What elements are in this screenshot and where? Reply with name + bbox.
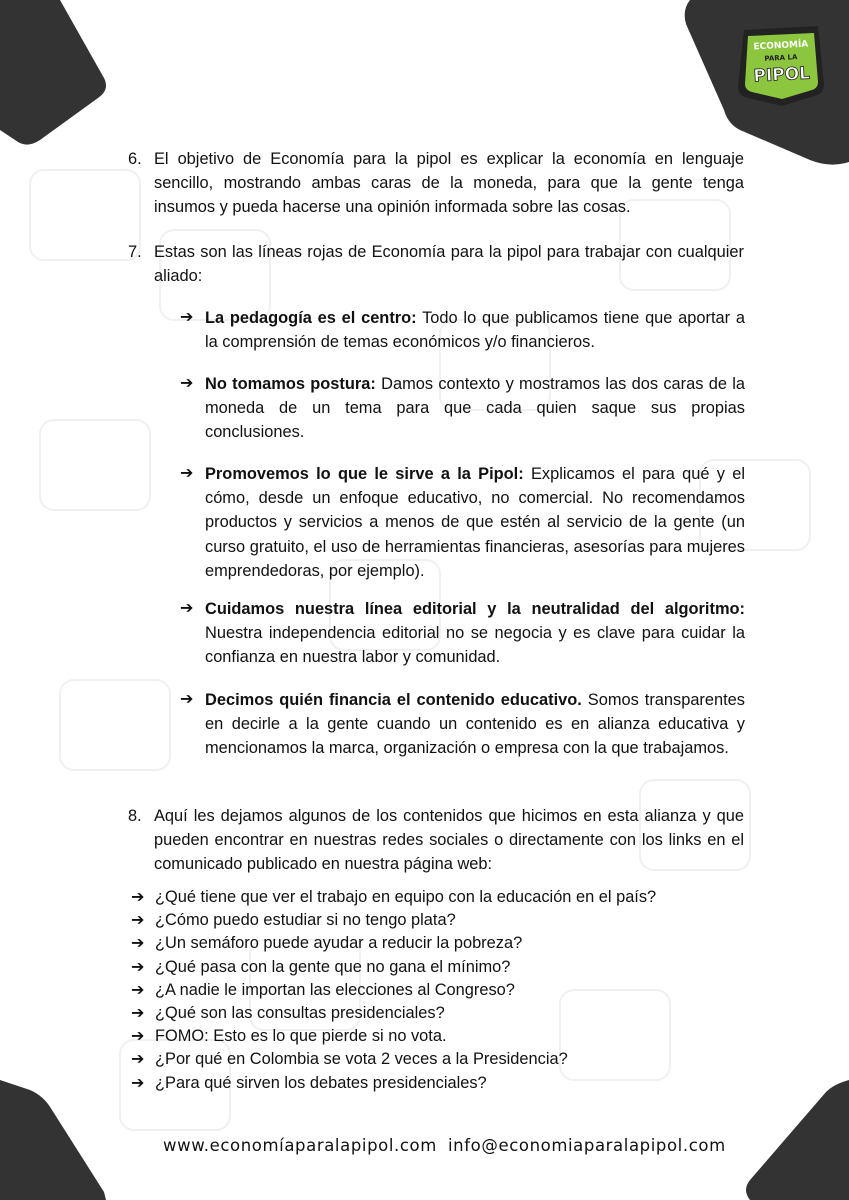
content-title[interactable]: FOMO: Esto es lo que pierde si no vota. bbox=[155, 1027, 447, 1046]
content-list-item[interactable] bbox=[0, 932, 849, 955]
logo-text-line1: ECONOMÍA bbox=[753, 39, 809, 53]
content-title[interactable]: ¿Por qué en Colombia se vota 2 veces a la Presidencia? bbox=[155, 1050, 568, 1069]
arrow-icon: ➔ bbox=[131, 1004, 145, 1022]
red-line-text: Nuestra independencia editorial no se negocia y es clave para cuidar la confianza en nuestra labor y comunidad. bbox=[205, 624, 745, 667]
red-line-title: No tomamos postura: bbox=[205, 375, 376, 393]
bottom-right-corner-shape bbox=[730, 1080, 849, 1200]
item-text: Aquí les dejamos algunos de los contenidos que hicimos en esta alianza y que pueden encontrar en nuestras redes sociales o directamente con los links en el comunicado publicado en nuestra página web: bbox=[154, 807, 744, 874]
content-title[interactable]: ¿Para qué sirven los debates presidenciales? bbox=[155, 1073, 487, 1092]
red-line-title: Promovemos lo que le sirve a la Pipol: bbox=[205, 465, 524, 483]
arrow-icon: ➔ bbox=[180, 309, 194, 326]
arrow-icon: ➔ bbox=[180, 465, 194, 482]
content-list-item[interactable] bbox=[0, 1002, 849, 1025]
content-title[interactable]: ¿Qué tiene que ver el trabajo en equipo con la educación en el país? bbox=[155, 888, 657, 906]
item-number: 8. bbox=[128, 807, 142, 825]
red-line-title: Decimos quién financia el contenido educativo. bbox=[205, 691, 582, 709]
arrow-icon: ➔ bbox=[180, 375, 194, 392]
red-line-text: Somos transparentes en decirle a la gente cuando un contenido es en alianza educativa y mencionamos la marca, organización o empresa con la que trabajamos. bbox=[205, 691, 745, 758]
red-line-title: Cuidamos nuestra línea editorial y la neutralidad del algoritmo: bbox=[205, 600, 745, 618]
item-number: 7. bbox=[128, 243, 142, 261]
arrow-icon: ➔ bbox=[131, 981, 145, 999]
item-text: Estas son las líneas rojas de Economía para la pipol para trabajar con cualquier aliado: bbox=[154, 243, 744, 286]
arrow-icon: ➔ bbox=[131, 958, 145, 976]
item-text: El objetivo de Economía para la pipol es explicar la economía en lenguaje sencillo, mostrando ambas caras de la moneda, para que la gente tenga insumos y pueda hacerse una opinión informada sobre las cosas. bbox=[154, 150, 744, 217]
content-list bbox=[0, 886, 849, 1095]
arrow-icon: ➔ bbox=[131, 912, 145, 930]
top-left-corner-shape bbox=[0, 0, 110, 150]
arrow-icon: ➔ bbox=[131, 1051, 145, 1069]
red-line-text: Explicamos el para qué y el cómo, desde un enfoque educativo, no comercial. No recomendamos productos y servicios a menos de que estén al servicio de la gente (un curso gratuito, el uso de herramientas financieras, asesorías para mujeres emprendedoras, por ejemplo). bbox=[205, 465, 745, 580]
arrow-icon: ➔ bbox=[180, 691, 194, 708]
arrow-icon: ➔ bbox=[131, 935, 145, 953]
item-number: 6. bbox=[128, 150, 142, 168]
content-list-item[interactable] bbox=[0, 886, 849, 909]
red-line-title: La pedagogía es el centro: bbox=[205, 309, 417, 327]
content-title[interactable]: ¿Un semáforo puede ayudar a reducir la pobreza? bbox=[155, 934, 523, 953]
content-title[interactable]: ¿A nadie le importan las elecciones al Congreso? bbox=[155, 980, 515, 999]
arrow-icon: ➔ bbox=[180, 600, 194, 617]
content-list-item[interactable] bbox=[0, 956, 849, 979]
content-list-item[interactable] bbox=[0, 1048, 849, 1071]
logo-text-line2: PARA LA bbox=[764, 53, 798, 63]
red-line-text: Todo lo que publicamos tiene que aportar a la comprensión de temas económicos y/o financieros. bbox=[205, 309, 746, 352]
content-title[interactable]: ¿Qué pasa con la gente que no gana el mínimo? bbox=[155, 957, 511, 976]
content-title[interactable]: ¿Qué son las consultas presidenciales? bbox=[155, 1003, 445, 1022]
content-list-item[interactable] bbox=[0, 1025, 849, 1048]
arrow-icon: ➔ bbox=[131, 889, 145, 906]
content-title[interactable]: ¿Cómo puedo estudiar si no tengo plata? bbox=[155, 911, 456, 930]
content-list-item[interactable] bbox=[0, 909, 849, 932]
footer-website[interactable]: www.economíaparalapipol.com bbox=[163, 1136, 437, 1155]
arrow-icon: ➔ bbox=[131, 1028, 145, 1046]
bottom-left-corner-shape bbox=[0, 1080, 110, 1200]
content-list-item[interactable] bbox=[0, 979, 849, 1002]
economia-para-la-pipol-logo bbox=[734, 24, 826, 108]
logo-text-line3: PIPOL bbox=[752, 63, 811, 87]
footer-email[interactable]: info@economiaparalapipol.com bbox=[448, 1136, 726, 1155]
arrow-icon: ➔ bbox=[131, 1074, 145, 1092]
red-line-text: Damos contexto y mostramos las dos caras de la moneda de un tema para que cada quien saque sus propias conclusiones. bbox=[205, 375, 745, 442]
content-list-item[interactable] bbox=[0, 1072, 849, 1095]
